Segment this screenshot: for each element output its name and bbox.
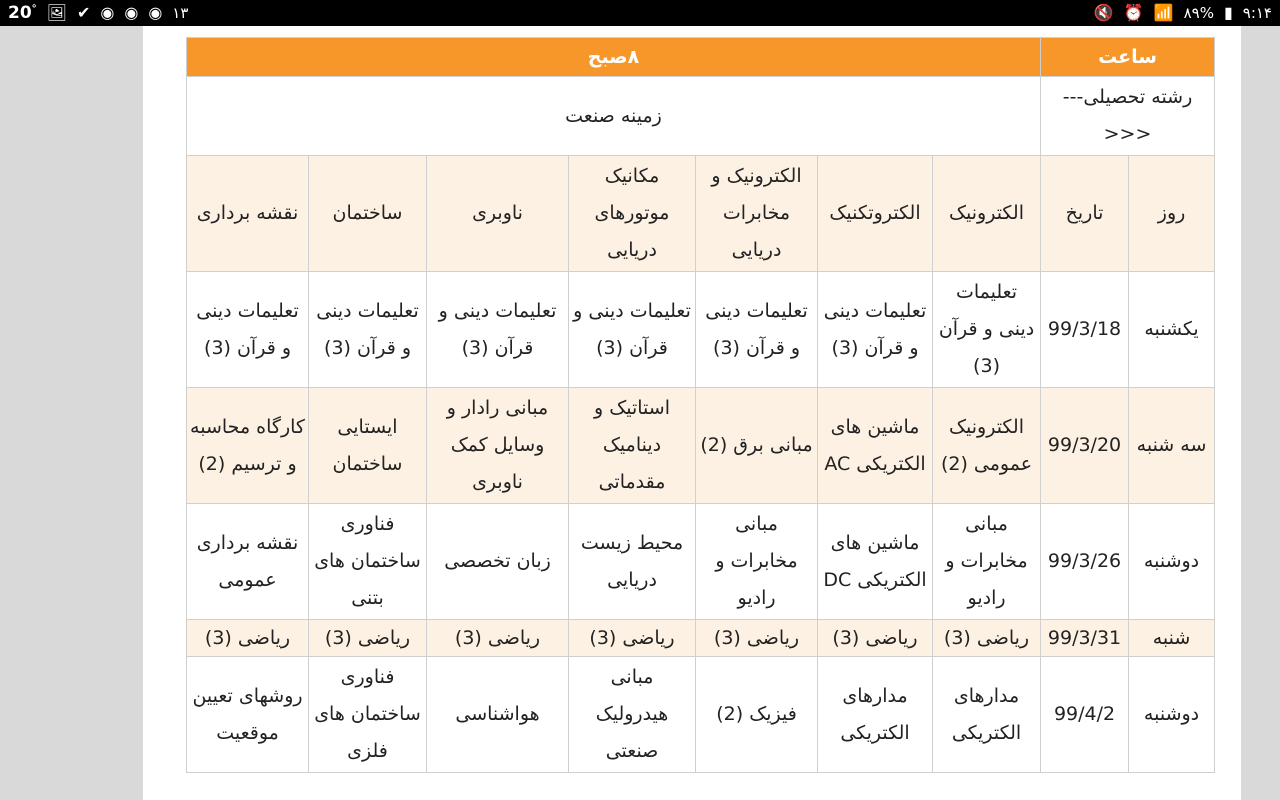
table-cell: مبانی هیدرولیک صنعتی [569,657,696,773]
table-cell: مدارهای الکتریکی [818,657,933,773]
column-header: نقشه برداری [187,156,309,272]
mute-icon: 🔇 [1093,3,1114,22]
image-icon: 🖼 [46,3,67,22]
table-row [187,620,1215,657]
table-cell: 99/3/31 [1041,620,1129,657]
column-header: مکانیک موتورهای دریایی [569,156,696,272]
table-cell: الکترونیک عمومی (2) [933,388,1041,504]
chrome-icon: ◉ [100,3,115,22]
table-cell: 99/3/18 [1041,272,1129,388]
exam-schedule-table [186,37,1215,773]
status-bar-left [8,3,188,23]
temperature: 20° [8,3,37,23]
header-row [187,38,1215,77]
chrome-icon: ◉ [148,3,163,22]
table-cell: شنبه [1129,620,1215,657]
column-header: الکترونیک و مخابرات دریایی [696,156,818,272]
table-cell: ریاضی (3) [933,620,1041,657]
table-cell: مبانی برق (2) [696,388,818,504]
field-row [187,77,1215,156]
field-label: رشته تحصیلی---<<< [1041,77,1215,156]
chrome-icon: ◉ [124,3,139,22]
table-row [187,272,1215,388]
column-header: روز [1129,156,1215,272]
table-cell: زبان تخصصی [427,504,569,620]
table-cell: هواشناسی [427,657,569,773]
table-cell: ماشین های الکتریکی AC [818,388,933,504]
check-icon: ✔ [76,3,91,22]
column-header: ناوبری [427,156,569,272]
table-cell: ریاضی (3) [427,620,569,657]
column-header: تاریخ [1041,156,1129,272]
table-cell: مبانی رادار و وسایل کمک ناوبری [427,388,569,504]
table-cell: نقشه برداری عمومی [187,504,309,620]
table-cell: تعلیمات دینی و قرآن (3) [933,272,1041,388]
table-cell: ایستایی ساختمان [309,388,427,504]
table-cell: تعلیمات دینی و قرآن (3) [569,272,696,388]
column-header: الکترونیک [933,156,1041,272]
clock: ۹:۱۴ [1242,4,1272,22]
table-cell: ریاضی (3) [696,620,818,657]
table-cell: تعلیمات دینی و قرآن (3) [818,272,933,388]
table-cell: فناوری ساختمان های فلزی [309,657,427,773]
table-cell: کارگاه محاسبه و ترسیم (2) [187,388,309,504]
table-cell: 99/3/26 [1041,504,1129,620]
table-cell: مبانی مخابرات و رادیو [696,504,818,620]
notification-count: ۱۳ [172,4,189,22]
table-row [187,657,1215,773]
table-cell: مدارهای الکتریکی [933,657,1041,773]
table-cell: 99/3/20 [1041,388,1129,504]
table-cell: فناوری ساختمان های بتنی [309,504,427,620]
time-label: ساعت [1041,38,1215,77]
table-cell: ماشین های الکتریکی DC [818,504,933,620]
field-value: زمینه صنعت [187,77,1041,156]
wifi-icon: 📶 [1153,3,1174,22]
table-cell: تعلیمات دینی و قرآن (3) [187,272,309,388]
column-header-row [187,156,1215,272]
table-cell: 99/4/2 [1041,657,1129,773]
table-cell: استاتیک و دینامیک مقدماتی [569,388,696,504]
table-row [187,504,1215,620]
table-cell: یکشنبه [1129,272,1215,388]
table-cell: تعلیمات دینی و قرآن (3) [309,272,427,388]
status-bar-right [1094,4,1272,22]
table-row [187,388,1215,504]
table-cell: محیط زیست دریایی [569,504,696,620]
column-header: ساختمان [309,156,427,272]
table-cell: دوشنبه [1129,504,1215,620]
table-cell: فیزیک (2) [696,657,818,773]
table-cell: سه شنبه [1129,388,1215,504]
table-cell: تعلیمات دینی و قرآن (3) [427,272,569,388]
table-cell: تعلیمات دینی و قرآن (3) [696,272,818,388]
table-cell: ریاضی (3) [818,620,933,657]
table-cell: ریاضی (3) [187,620,309,657]
column-header: الکتروتکنیک [818,156,933,272]
time-value: ۸صبح [187,38,1041,77]
table-cell: ریاضی (3) [309,620,427,657]
table-cell: ریاضی (3) [569,620,696,657]
status-bar [0,0,1280,26]
table-cell: مبانی مخابرات و رادیو [933,504,1041,620]
alarm-icon: ⏰ [1123,3,1144,22]
battery-icon: ▮ [1223,3,1233,22]
table-cell: روشهای تعیین موقعیت [187,657,309,773]
battery-percent: ۸۹% [1183,4,1214,22]
table-cell: دوشنبه [1129,657,1215,773]
